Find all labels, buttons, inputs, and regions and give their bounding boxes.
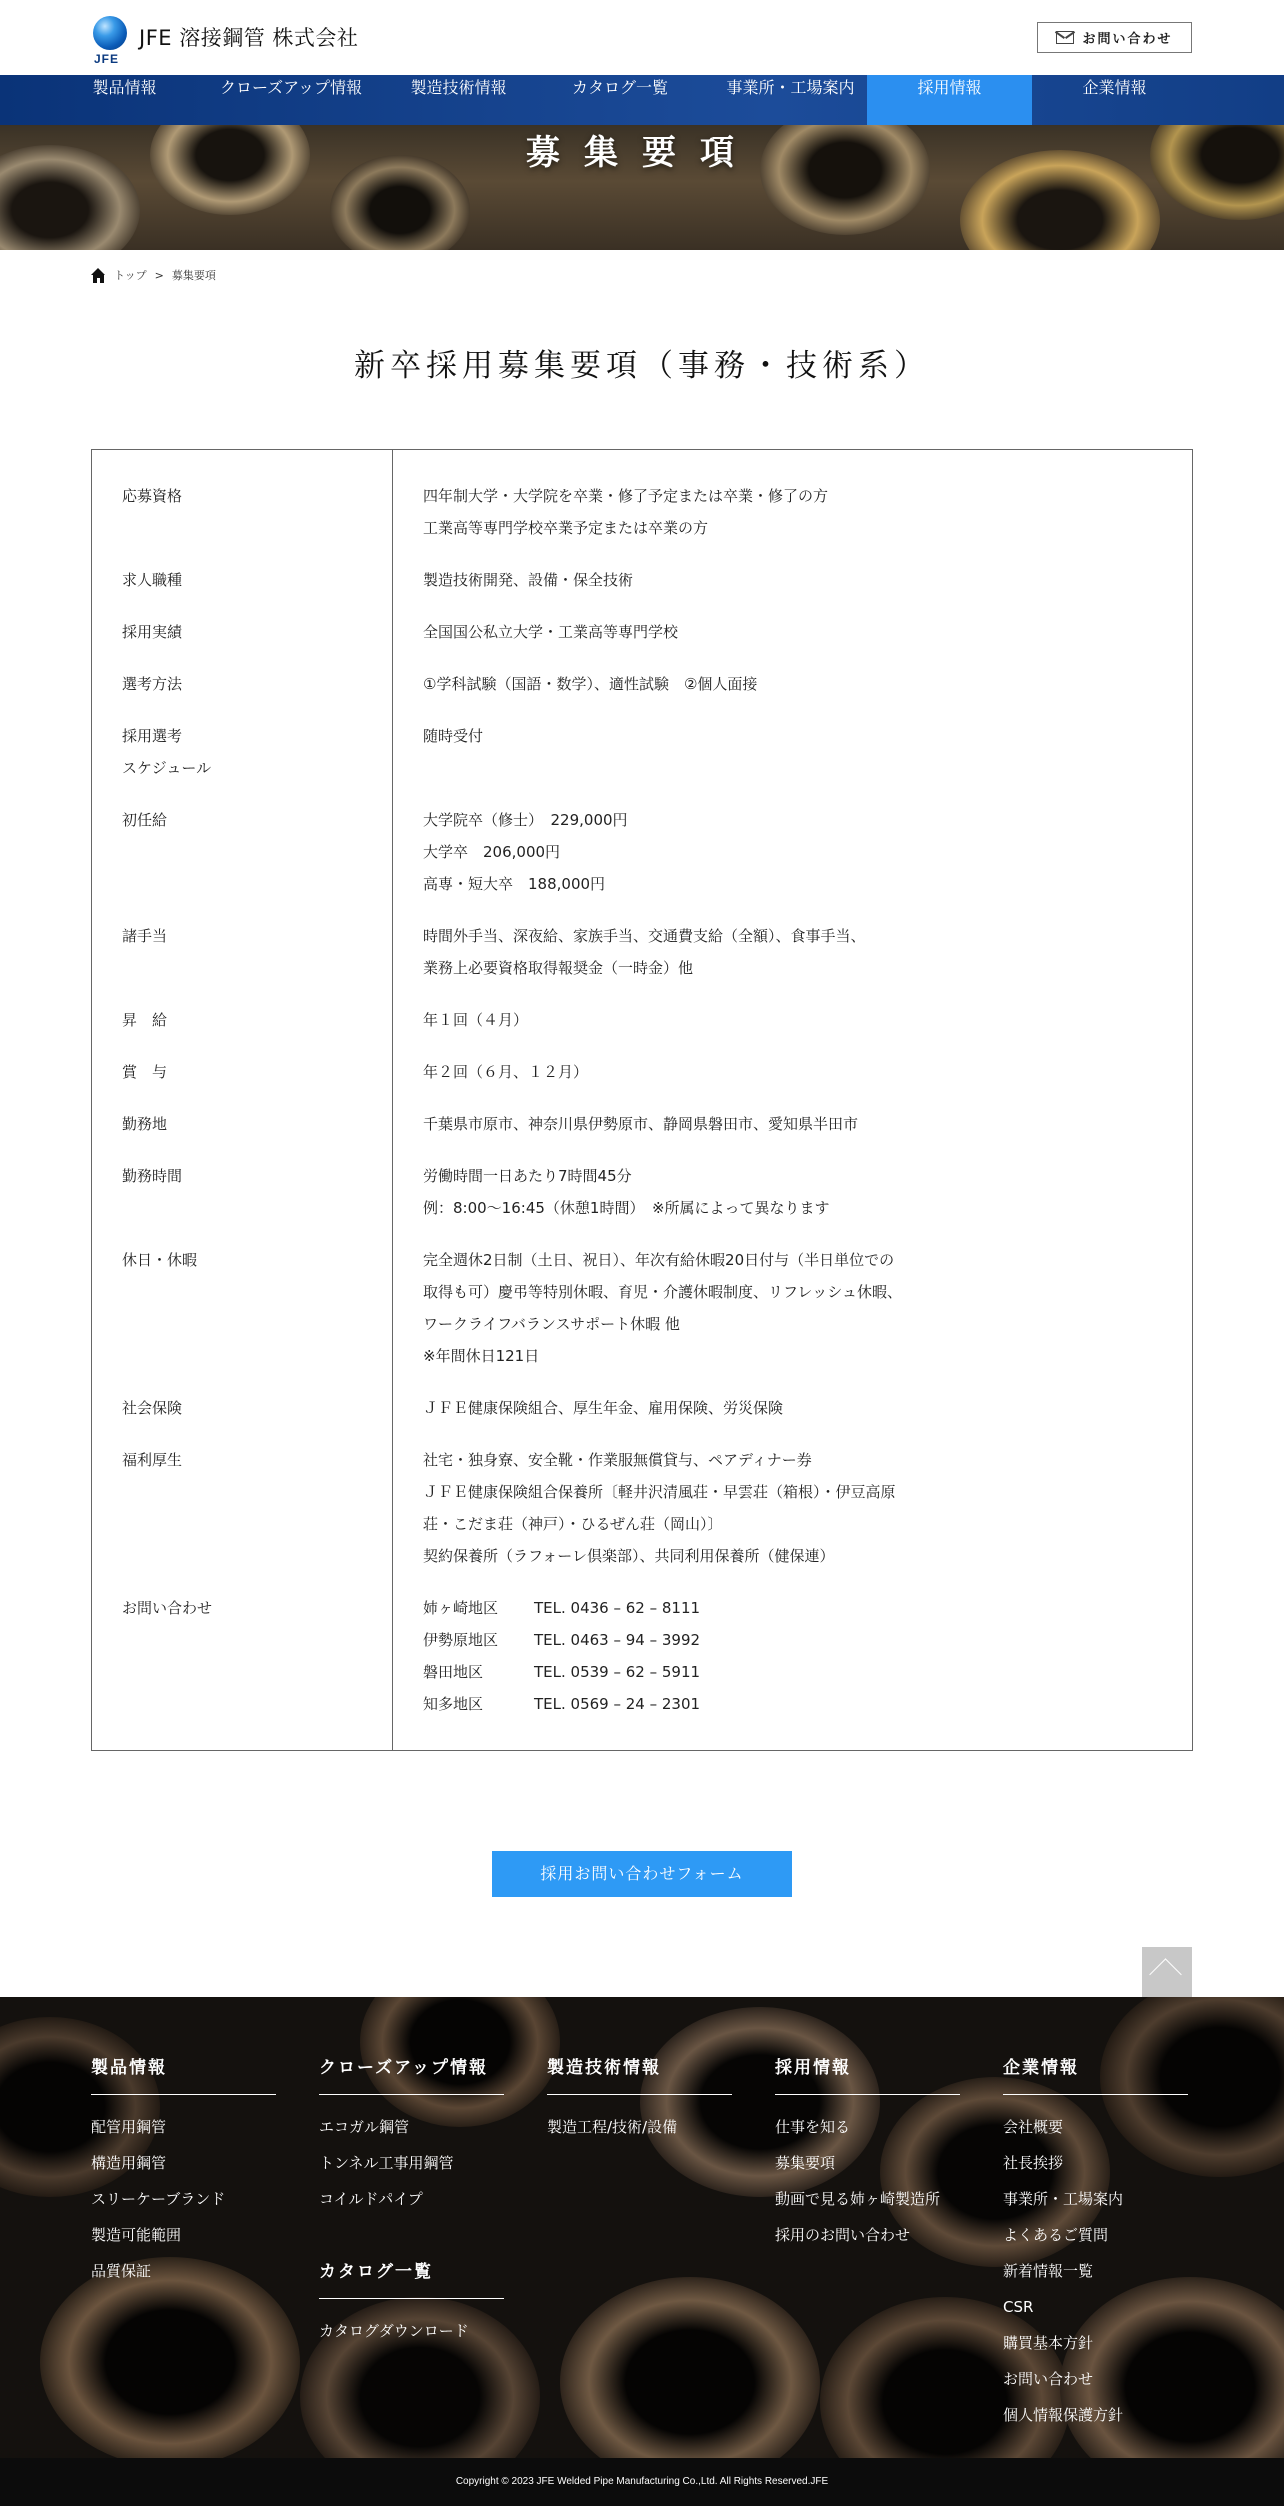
row-value: 時間外手当、深夜給、家族手当、交通費支給（全額）、食事手当、 業務上必要資格取得報奨金（一時金）他 [423,927,866,977]
row-label: 求人職種 [122,571,183,589]
row-value: 労働時間一日あたり7時間45分 例：8:00～16:45（休憩1時間） ※所属によって異なります [423,1167,830,1217]
contact-entry [423,1688,1163,1720]
footer-link[interactable]: 品質保証 [91,2262,152,2280]
requirements-table [91,449,1193,1751]
row-value: 随時受付 [423,727,484,745]
footer-link[interactable]: 製造工程/技術/設備 [547,2118,678,2136]
copyright: Copyright © 2023 JFE Welded Pipe Manufacturing Co.,Ltd. All Rights Reserved.JFE [0,2458,1284,2506]
contact-tel[interactable]: TEL. 0539 – 62 – 5911 [534,1663,701,1681]
contact-entry [423,1624,1163,1656]
footer-link[interactable]: 配管用鋼管 [91,2118,167,2136]
footer-link[interactable]: よくあるご質問 [1003,2226,1109,2244]
contact-entry [423,1656,1163,1688]
footer-link[interactable]: カタログダウンロード [319,2322,469,2340]
footer-link[interactable]: 購買基本方針 [1003,2334,1094,2352]
footer-link[interactable]: CSR [1003,2298,1034,2316]
contact-list [423,1592,1163,1720]
row-label: 応募資格 [122,487,183,505]
nav-item-closeup[interactable]: クローズアップ情報 [219,78,363,97]
footer-link[interactable]: お問い合わせ [1003,2370,1094,2388]
footer-link[interactable]: 新着情報一覧 [1003,2262,1094,2280]
row-value: 年１回（４月） [423,1011,529,1029]
footer-link[interactable]: 会社概要 [1003,2118,1064,2136]
row-label: お問い合わせ [122,1599,213,1617]
mail-icon [1056,31,1074,44]
row-label: 採用実績 [122,623,183,641]
footer-link[interactable]: 個人情報保護方針 [1003,2406,1124,2424]
contact-tel[interactable]: TEL. 0569 – 24 – 2301 [534,1695,701,1713]
row-label: 採用選考 スケジュール [122,727,212,777]
contact-area: 姉ヶ崎地区 [423,1599,499,1617]
footer-col-products [91,2053,276,2289]
nav-item-company[interactable]: 企業情報 [1082,78,1147,97]
row-label: 初任給 [122,811,168,829]
contact-area: 伊勢原地区 [423,1631,499,1649]
footer-heading[interactable]: 製品情報 [91,2053,276,2095]
row-label: 勤務時間 [122,1167,183,1185]
site-header [0,0,1284,75]
row-label: 休日・休暇 [122,1251,198,1269]
footer-heading[interactable]: 製造技術情報 [547,2053,732,2095]
footer-link[interactable]: コイルドパイプ [319,2190,423,2208]
contact-button-label: お問い合わせ [1082,32,1173,47]
row-label: 選考方法 [122,675,183,693]
row-value: 全国国公私立大学・工業高等専門学校 [423,623,679,641]
footer-heading[interactable]: 企業情報 [1003,2053,1188,2095]
footer-link[interactable]: 事業所・工場案内 [1003,2190,1124,2208]
row-value: ＪＦＥ健康保険組合、厚生年金、雇用保険、労災保険 [423,1399,784,1417]
table-divider [392,450,393,1750]
row-value: 千葉県市原市、神奈川県伊勢原市、静岡県磐田市、愛知県半田市 [423,1115,859,1133]
nav-item-products[interactable]: 製品情報 [92,78,157,97]
row-value: 完全週休2日制（土日、祝日）、年次有給休暇20日付与（半日単位での 取得も可）慶弔等特別休暇、育児・介護休暇制度、リフレッシュ休暇、 ワークライフバランスサポート休暇 他 ※年間休日121日 [423,1251,902,1365]
footer-heading[interactable]: 採用情報 [775,2053,960,2095]
footer-link[interactable]: 動画で見る姉ヶ崎製造所 [775,2190,941,2208]
footer-heading[interactable]: カタログ一覧 [319,2257,504,2299]
contact-entry [423,1592,1163,1624]
logo-text: JFE [94,52,120,66]
footer-heading[interactable]: クローズアップ情報 [319,2053,504,2095]
row-value: 製造技術開発、設備・保全技術 [423,571,634,589]
company-name: JFE 溶接鋼管 株式会社 [139,26,359,50]
breadcrumb-current: 募集要項 [171,269,216,282]
footer-col-technology [547,2053,732,2145]
hero-banner [0,125,1284,250]
breadcrumb [91,266,216,284]
global-nav [0,75,1284,125]
contact-area: 磐田地区 [423,1663,484,1681]
nav-item-recruit[interactable]: 採用情報 [867,75,1032,125]
footer-col-company [1003,2053,1188,2433]
row-label: 社会保険 [122,1399,183,1417]
row-label: 福利厚生 [122,1451,183,1469]
footer-link[interactable]: スリーケーブランド [91,2190,226,2208]
footer-link[interactable]: 社長挨拶 [1003,2154,1064,2172]
row-label: 諸手当 [122,927,168,945]
contact-area: 知多地区 [423,1695,484,1713]
contact-tel[interactable]: TEL. 0436 – 62 – 8111 [534,1599,701,1617]
footer-link[interactable]: 仕事を知る [775,2118,851,2136]
hero-title: 募集要項 [526,133,758,173]
row-value: 四年制大学・大学院を卒業・修了予定または卒業・修了の方 工業高等専門学校卒業予定または卒業の方 [423,487,829,537]
footer-link[interactable]: 採用のお問い合わせ [775,2226,911,2244]
contact-button[interactable] [1037,22,1192,53]
row-value: 社宅・独身寮、安全靴・作業服無償貸与、ペアディナー券 ＪＦＥ健康保険組合保養所〔軽井沢清風荘・早雲荘（箱根）・伊豆高原 荘・こだま荘（神戸）・ひるぜん荘（岡山）〕 契約保養所（ラフォーレ倶楽部）、共同利用保養所（健保連） [423,1451,896,1565]
recruit-inquiry-form-button[interactable]: 採用お問い合わせフォーム [492,1851,792,1897]
row-value: 大学院卒（修士） 229,000円 大学卒 206,000円 高専・短大卒 188,000円 [423,811,628,893]
row-label: 勤務地 [122,1115,168,1133]
page-title: 新卒採用募集要項（事務・技術系） [354,348,930,384]
footer-link[interactable]: 構造用鋼管 [91,2154,167,2172]
row-label: 賞 与 [122,1063,168,1081]
breadcrumb-separator: > [154,268,164,282]
contact-tel[interactable]: TEL. 0463 – 94 – 3992 [534,1631,701,1649]
company-logo[interactable] [91,16,131,68]
footer-link[interactable]: 募集要項 [775,2154,836,2172]
nav-item-technology[interactable]: 製造技術情報 [410,78,507,97]
page-top-button[interactable] [1142,1947,1192,1997]
breadcrumb-home[interactable]: トップ [114,269,147,282]
row-value: 年２回（６月、１２月） [423,1063,589,1081]
footer-link[interactable]: 製造可能範囲 [91,2226,182,2244]
nav-item-offices[interactable]: 事業所・工場案内 [726,78,855,97]
nav-item-catalog[interactable]: カタログ一覧 [571,78,668,97]
footer-link[interactable]: エコガル鋼管 [319,2118,410,2136]
footer-link[interactable]: トンネル工事用鋼管 [319,2154,454,2172]
logo-globe-icon [93,16,127,50]
footer-col-closeup [319,2053,504,2349]
footer-col-recruit [775,2053,960,2253]
row-label: 昇 給 [122,1011,168,1029]
row-value: ①学科試験（国語・数学）、適性試験 ②個人面接 [423,675,758,693]
home-icon[interactable] [91,268,106,283]
